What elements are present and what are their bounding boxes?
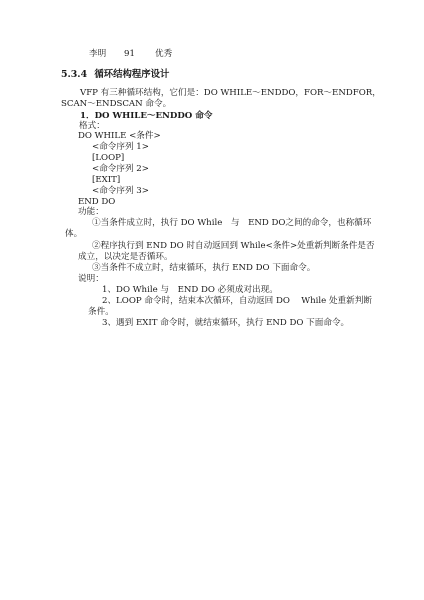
note-line: 1、DO While 与 END DO 必须成对出现。 [102, 285, 278, 295]
section-title: 循环结构程序设计 [94, 69, 170, 80]
note-line: 条件。 [88, 307, 114, 317]
student-score: 91 [124, 49, 135, 59]
function-label: 功能： [78, 207, 104, 217]
note-line: 3、遇到 EXIT 命令时，就结束循环，执行 END DO 下面命令。 [102, 318, 350, 328]
syntax-line: DO WHILE <条件> [78, 131, 161, 141]
format-label: 格式： [79, 121, 105, 131]
function-line: 成立，以决定是否循环。 [78, 252, 173, 262]
syntax-line: END DO [78, 197, 116, 207]
student-name: 李明 [89, 49, 107, 59]
section-heading [61, 69, 169, 80]
function-line: ③当条件不成立时，结束循环，执行 END DO 下面命令。 [92, 263, 316, 273]
subsection-heading: 1．DO WHILE～ENDDO 命令 [80, 111, 213, 121]
function-line: ①当条件成立时，执行 DO While 与 END DO之间的命令，也称循环 [92, 218, 372, 228]
syntax-line: [EXIT] [92, 175, 121, 185]
intro-line-2: SCAN～ENDSCAN 命令。 [61, 99, 172, 109]
note-line: 2、LOOP 命令时，结束本次循环，自动返回 DO While 处重新判断 [102, 296, 372, 306]
intro-line-1: VFP 有三种循环结构，它们是：DO WHILE～ENDDO，FOR～ENDFOR， [80, 88, 381, 98]
syntax-line: [LOOP] [92, 153, 125, 163]
student-grade: 优秀 [155, 49, 173, 59]
syntax-line: <命令序列 3> [92, 186, 149, 196]
section-number: 5.3.4 [61, 69, 88, 80]
syntax-line: <命令序列 2> [92, 164, 149, 174]
function-line: 体。 [65, 229, 83, 239]
notes-label: 说明： [78, 274, 104, 284]
syntax-line: <命令序列 1> [92, 142, 149, 152]
function-line: ②程序执行到 END DO 时自动返回到 While<条件>处重新判断条件是否 [92, 241, 375, 251]
